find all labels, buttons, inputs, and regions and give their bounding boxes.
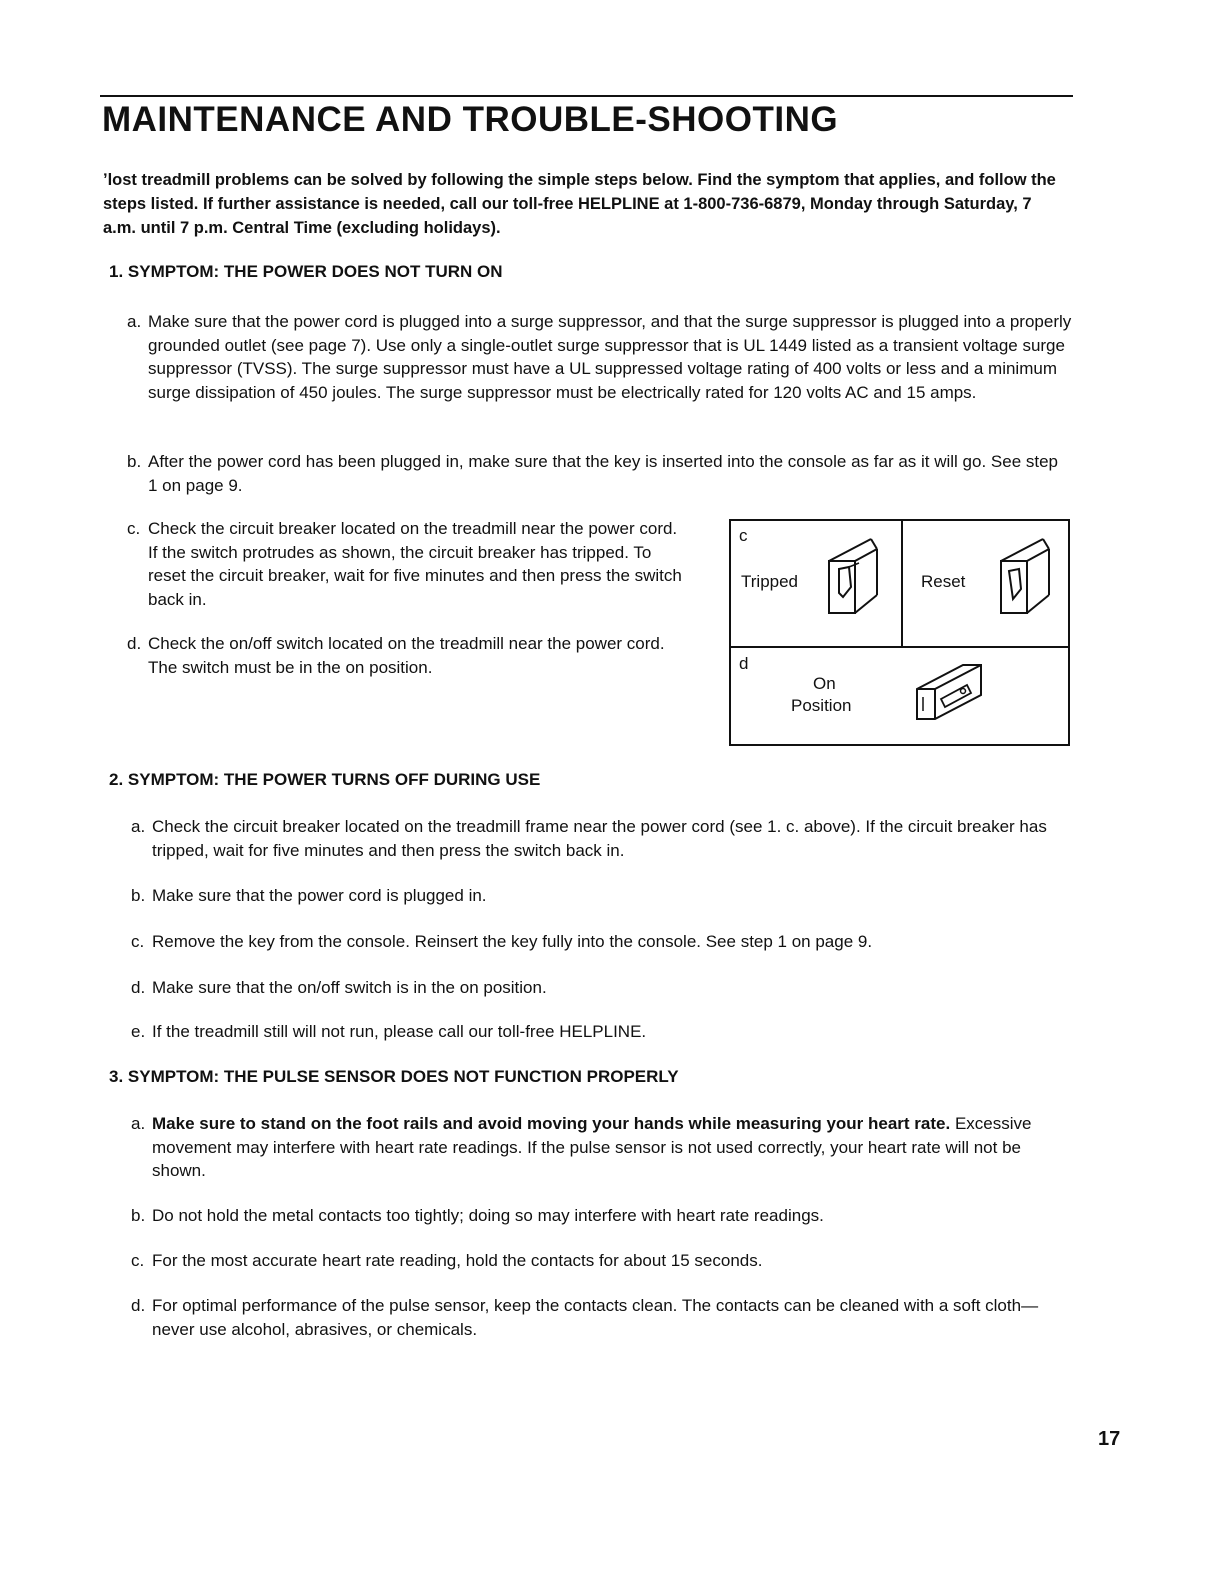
reset-label: Reset [921,572,966,591]
step-letter: b. [131,1206,146,1225]
step-body: Excessive movement may interfere with heart rate readings. If the pulse sensor is not used correctly, your heart rate will not be shown. [152,1114,1032,1180]
tripped-label: Tripped [741,572,799,591]
figure-d-label: d [739,654,749,673]
symptom-2-step-e [131,1020,1076,1044]
step-text: Check the circuit breaker located on the treadmill near the power cord. If the switch protrudes as shown, the circuit breaker has tripped. To reset the circuit breaker, wait for five minutes and then press the switch back in. [148,519,682,609]
step-text: After the power cord has been plugged in, make sure that the key is inserted into the console as far as it will go. See step 1 on page 9. [148,452,1059,495]
step-letter: a. [127,312,142,331]
page-number: 17 [1098,1428,1121,1450]
symptom-2-heading: 2. SYMPTOM: THE POWER TURNS OFF DURING USE [109,770,541,789]
position-label: Position [791,696,852,715]
step-text: Make sure that the on/off switch is in the on position. [152,978,547,997]
step-emphasis: Make sure to stand on the foot rails and avoid moving your hands while measuring your heart rate. [152,1114,951,1133]
step-text: If the treadmill still will not run, please call our toll-free HELPLINE. [152,1022,647,1041]
figure-c-label: c [739,526,748,545]
symptom-3-step-b [131,1204,1076,1228]
step-letter: a. [131,1114,146,1133]
step-letter: c. [131,1251,145,1270]
step-text: Check the on/off switch located on the treadmill near the power cord. The switch must be in the on position. [148,634,665,677]
symptom-2-step-c [131,930,1076,954]
on-off-switch-icon [913,659,985,725]
symptom-1-step-c [127,517,682,611]
page-title: MAINTENANCE AND TROUBLE-SHOOTING [102,100,839,139]
figure-divider-vertical [901,521,903,646]
switch-figure [729,519,1070,746]
symptom-2-step-a [131,815,1076,862]
step-letter: d. [131,1296,146,1315]
step-letter: c. [127,519,141,538]
step-letter: b. [131,886,146,905]
step-text: Make sure that the power cord is plugged in. [152,886,487,905]
symptom-3-step-d [131,1294,1076,1341]
symptom-3-step-c [131,1249,1076,1273]
step-letter: c. [131,932,145,951]
step-text: For the most accurate heart rate reading, hold the contacts for about 15 seconds. [152,1251,763,1270]
reset-breaker-icon [997,537,1053,623]
step-letter: a. [131,817,146,836]
step-letter: e. [131,1022,146,1041]
tripped-breaker-icon [825,537,881,623]
header-rule [100,95,1073,97]
symptom-1-step-b [127,450,1072,497]
symptom-1-step-a [127,310,1072,404]
step-text: Make sure that the power cord is plugged into a surge suppressor, and that the surge suppressor is plugged into a properly grounded outlet (see page 7). Use only a single-outlet surge suppressor that is UL 1449 listed as a transient voltage surge suppressor (TVSS). The surge suppressor must have a UL suppressed voltage rating of 400 volts or less and a minimum surge dissipation of 450 joules. The surge suppressor must be electrically rated for 120 volts AC and 15 amps. [148,312,1072,402]
symptom-3-step-a [131,1112,1076,1183]
symptom-1-step-d [127,632,682,679]
intro-paragraph: ʼlost treadmill problems can be solved by following the simple steps below. Find the symptom that applies, and follow the steps listed. If further assistance is needed, call our toll-free HELPLINE at 1-800-736-6879, Monday through Saturday, 7 a.m. until 7 p.m. Central Time (excluding holidays). [103,171,1056,237]
symptom-1-heading: 1. SYMPTOM: THE POWER DOES NOT TURN ON [109,262,503,281]
symptom-2-step-d [131,976,1076,1000]
figure-divider-horizontal [731,646,1068,648]
step-text: Remove the key from the console. Reinsert the key fully into the console. See step 1 on page 9. [152,932,873,951]
step-text: For optimal performance of the pulse sensor, keep the contacts clean. The contacts can be cleaned with a soft cloth—never use alcohol, abrasives, or chemicals. [152,1296,1039,1339]
symptom-3-heading: 3. SYMPTOM: THE PULSE SENSOR DOES NOT FUNCTION PROPERLY [109,1067,679,1086]
step-text: Do not hold the metal contacts too tightly; doing so may interfere with heart rate readings. [152,1206,824,1225]
step-text [152,1112,1076,1183]
step-letter: b. [127,452,142,471]
step-letter: d. [127,634,142,653]
on-label: On [813,674,836,693]
step-text: Check the circuit breaker located on the treadmill frame near the power cord (see 1. c. above). If the circuit breaker has tripped, wait for five minutes and then press the switch back in. [152,817,1047,860]
step-letter: d. [131,978,146,997]
symptom-2-step-b [131,884,1076,908]
